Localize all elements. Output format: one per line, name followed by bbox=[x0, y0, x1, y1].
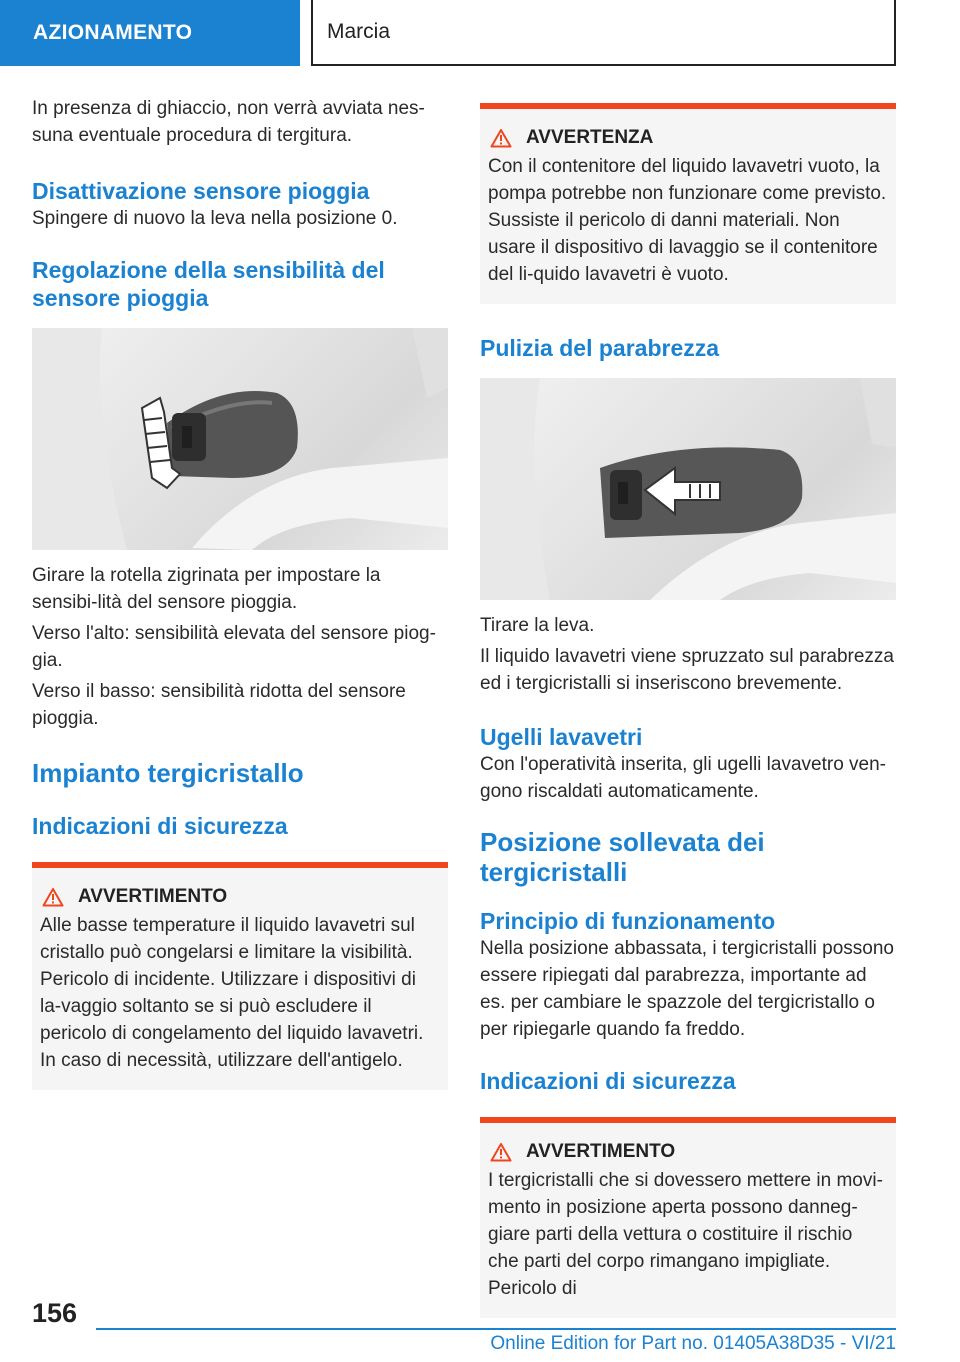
heading-impianto: Impianto tergicristallo bbox=[32, 758, 304, 788]
warning-triangle-icon bbox=[490, 1142, 512, 1162]
footer-divider bbox=[96, 1328, 896, 1330]
lever-illustration bbox=[32, 328, 448, 550]
heading-ugelli: Ugelli lavavetri bbox=[480, 724, 643, 750]
warning-box-right-1 bbox=[480, 103, 896, 304]
heading-posizione: Posizione sollevata dei tergicristalli bbox=[480, 827, 765, 887]
warning-title-left bbox=[40, 886, 440, 908]
section-tab: AZIONAMENTO bbox=[0, 0, 300, 66]
heading-disattivazione: Disattivazione sensore pioggia bbox=[32, 178, 370, 204]
warning-title-text: AVVERTENZA bbox=[526, 127, 654, 148]
warning-triangle-icon bbox=[490, 128, 512, 148]
text-basso: Verso il basso: sensibilità ridotta del sensore pioggia. bbox=[32, 681, 406, 729]
warning-text-right-1: Con il contenitore del liquido lavavetri vuoto, la pompa potrebbe non funzionare come previsto. Sussiste il pericolo di danni materiali. Non usare il dispositivo di lavaggio se il contenitore del li-quido lavavetri è vuoto. bbox=[488, 156, 887, 285]
right-column bbox=[480, 103, 896, 1318]
edition-text: Online Edition for Part no. 01405A38D35 - VI/21 bbox=[490, 1333, 896, 1354]
warning-box-left bbox=[32, 862, 448, 1090]
text-alto: Verso l'alto: sensibilità elevata del sensore piog-gia. bbox=[32, 623, 436, 671]
wiper-lever-image bbox=[480, 378, 896, 600]
page-number: 156 bbox=[32, 1298, 78, 1328]
text-ugelli: Con l'operatività inserita, gli ugelli lavavetro ven-gono riscaldati automaticamente. bbox=[480, 754, 886, 802]
lever-wheel-image bbox=[32, 328, 448, 550]
warning-text-right-2: I tergicristalli che si dovessero mettere in movi-mento in posizione aperta possono danneg-giare parti della vettura o costituire il rischio che parti del corpo rimangano impigliate. Pericolo di bbox=[488, 1170, 883, 1299]
heading-sicurezza-right: Indicazioni di sicurezza bbox=[480, 1068, 736, 1094]
left-column bbox=[32, 95, 448, 1090]
heading-regolazione: Regolazione della sensibilità del sensore pioggia bbox=[32, 257, 385, 311]
warning-triangle-icon bbox=[42, 887, 64, 907]
text-principio: Nella posizione abbassata, i tergicristalli possono essere ripiegati dal parabrezza, importante ad es. per cambiare le spazzole del tergicristallo o per ripiegarle quando fa freddo. bbox=[480, 938, 895, 1040]
text-girare: Girare la rotella zigrinata per impostare la sensibi-lità del sensore pioggia. bbox=[32, 565, 381, 613]
warning-title-right-1 bbox=[488, 127, 888, 149]
heading-principio: Principio di funzionamento bbox=[480, 908, 776, 934]
text-liquido: Il liquido lavavetri viene spruzzato sul parabrezza ed i tergicristalli si inseriscono brevemente. bbox=[480, 646, 894, 694]
warning-title-right-2 bbox=[488, 1141, 888, 1163]
heading-pulizia: Pulizia del parabrezza bbox=[480, 335, 720, 361]
warning-title-text: AVVERTIMENTO bbox=[526, 1141, 676, 1162]
warning-text-left: Alle basse temperature il liquido lavavetri sul cristallo può congelarsi e limitare la visibilità. Pericolo di incidente. Utilizzare i dispositivi di la-vaggio soltanto se si può escludere il pericolo di congelamento del liquido lavavetri. In caso di necessità, utilizzare dell'antigelo. bbox=[40, 915, 424, 1071]
text-disattivazione: Spingere di nuovo la leva nella posizione 0. bbox=[32, 208, 398, 229]
heading-sicurezza-left: Indicazioni di sicurezza bbox=[32, 813, 288, 839]
warning-title-text: AVVERTIMENTO bbox=[78, 886, 228, 907]
text-tirare: Tirare la leva. bbox=[480, 615, 595, 636]
chapter-title: Marcia bbox=[311, 0, 896, 66]
intro-text: In presenza di ghiaccio, non verrà avviata nes-suna eventuale procedura di tergitura. bbox=[32, 98, 425, 146]
wiper-lever-illustration bbox=[480, 378, 896, 600]
warning-box-right-2 bbox=[480, 1117, 896, 1318]
